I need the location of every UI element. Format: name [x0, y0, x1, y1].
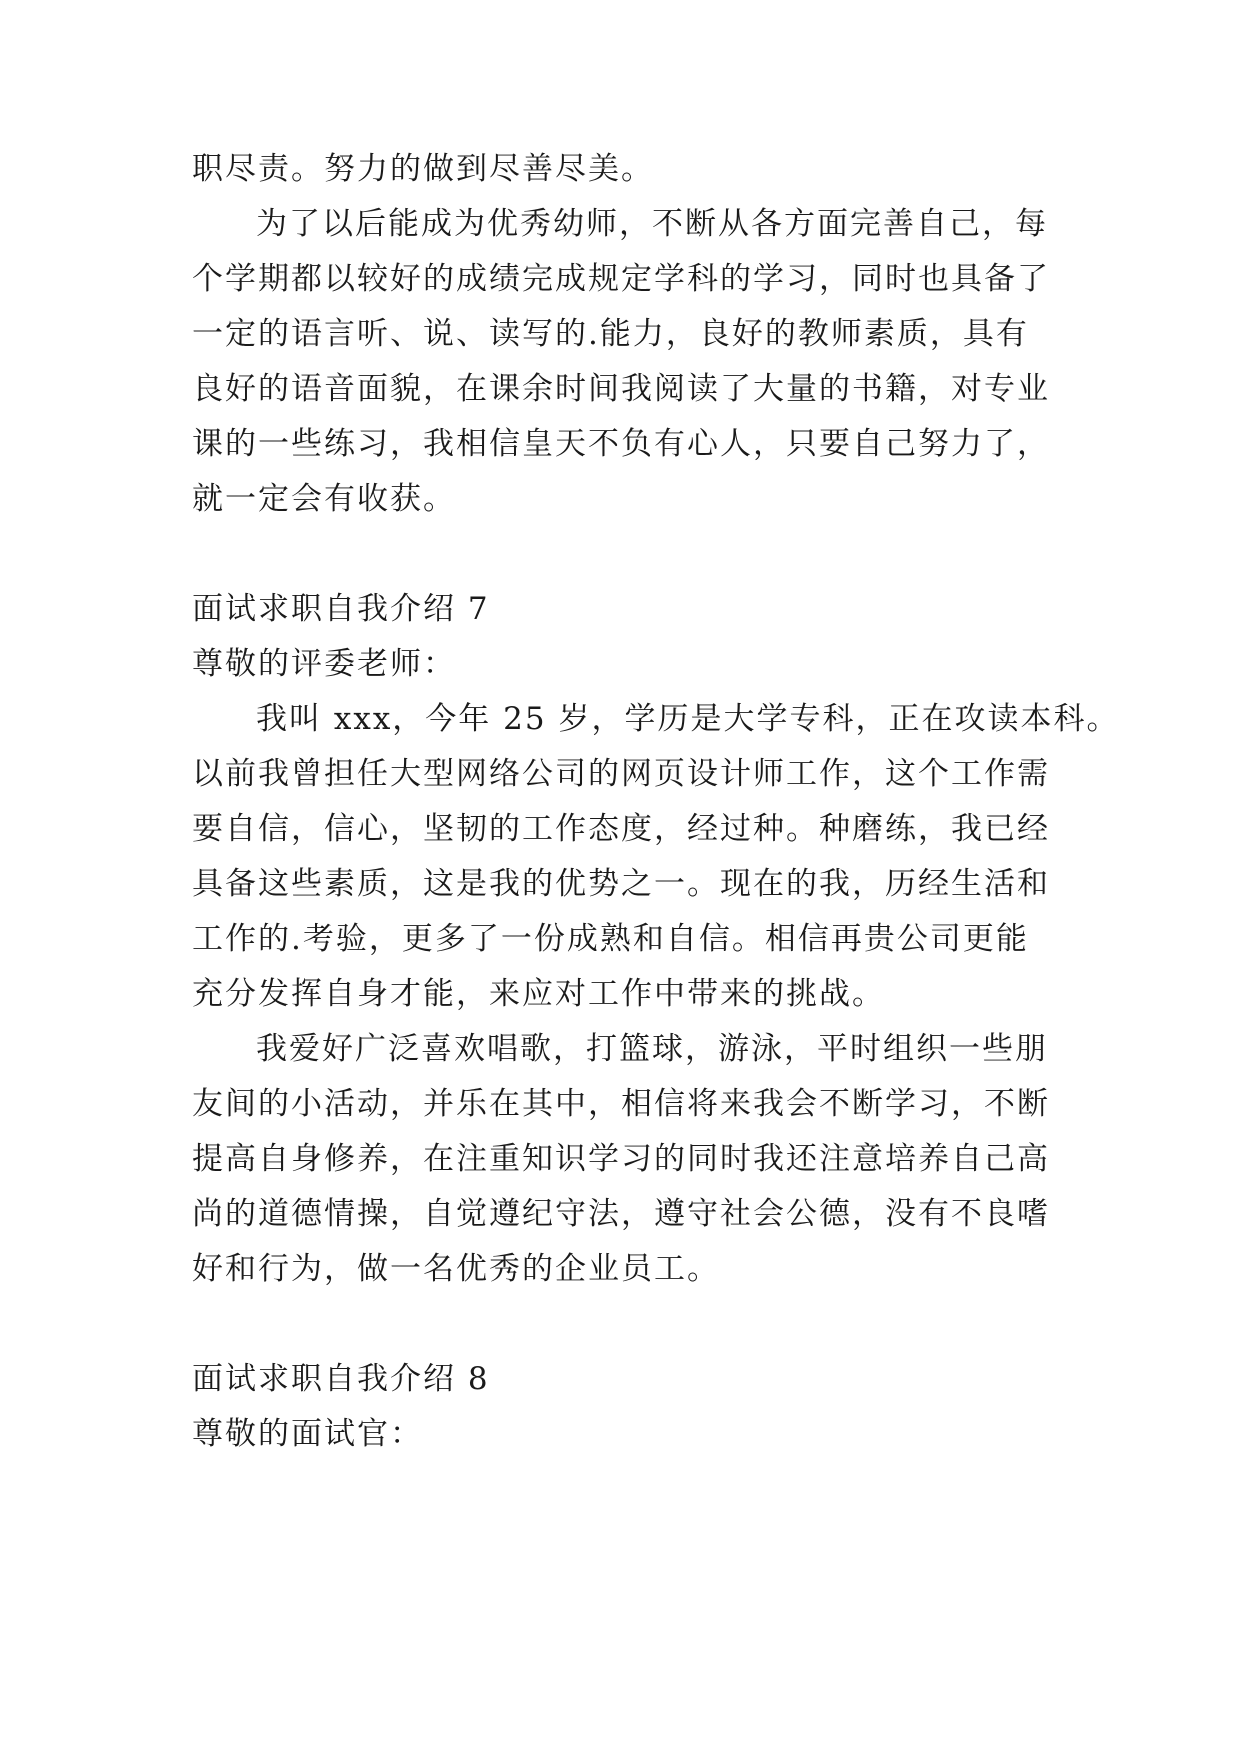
paragraph-line: 好和行为，做一名优秀的企业员工。: [192, 1251, 720, 1287]
paragraph-line: 工作的.考验，更多了一份成熟和自信。相信再贵公司更能: [192, 921, 1029, 957]
paragraph-line: 课的一些练习，我相信皇天不负有心人，只要自己努力了，: [192, 426, 1050, 462]
paragraph-line: 就一定会有收获。: [192, 481, 456, 517]
section-heading: 面试求职自我介绍 8: [192, 1361, 490, 1397]
paragraph-line: 为了以后能成为优秀幼师，不断从各方面完善自己，每: [256, 206, 1048, 242]
paragraph-line: 职尽责。努力的做到尽善尽美。: [192, 151, 654, 187]
salutation: 尊敬的面试官：: [192, 1416, 423, 1452]
salutation: 尊敬的评委老师：: [192, 646, 456, 682]
paragraph-line: 我爱好广泛喜欢唱歌，打篮球，游泳，平时组织一些朋: [256, 1031, 1048, 1067]
paragraph-line: 充分发挥自身才能，来应对工作中带来的挑战。: [192, 976, 885, 1012]
paragraph-line: 以前我曾担任大型网络公司的网页设计师工作，这个工作需: [192, 756, 1050, 792]
paragraph-line: 要自信，信心，坚韧的工作态度，经过种。种磨练，我已经: [192, 811, 1050, 847]
paragraph-line: 友间的小活动，并乐在其中，相信将来我会不断学习，不断: [192, 1086, 1050, 1122]
section-heading: 面试求职自我介绍 7: [192, 591, 490, 627]
paragraph-line: 一定的语言听、说、读写的.能力，良好的教师素质，具有: [192, 316, 1029, 352]
paragraph-line: 尚的道德情操，自觉遵纪守法，遵守社会公德，没有不良嗜: [192, 1196, 1050, 1232]
paragraph-line: 具备这些素质，这是我的优势之一。现在的我，历经生活和: [192, 866, 1050, 902]
paragraph-line: 提高自身修养，在注重知识学习的同时我还注意培养自己高: [192, 1141, 1050, 1177]
paragraph-line: 个学期都以较好的成绩完成规定学科的学习，同时也具备了: [192, 261, 1050, 297]
paragraph-line: 良好的语音面貌，在课余时间我阅读了大量的书籍，对专业: [192, 371, 1050, 407]
paragraph-line: 我叫 xxx，今年 25 岁，学历是大学专科，正在攻读本科。: [256, 701, 1120, 737]
